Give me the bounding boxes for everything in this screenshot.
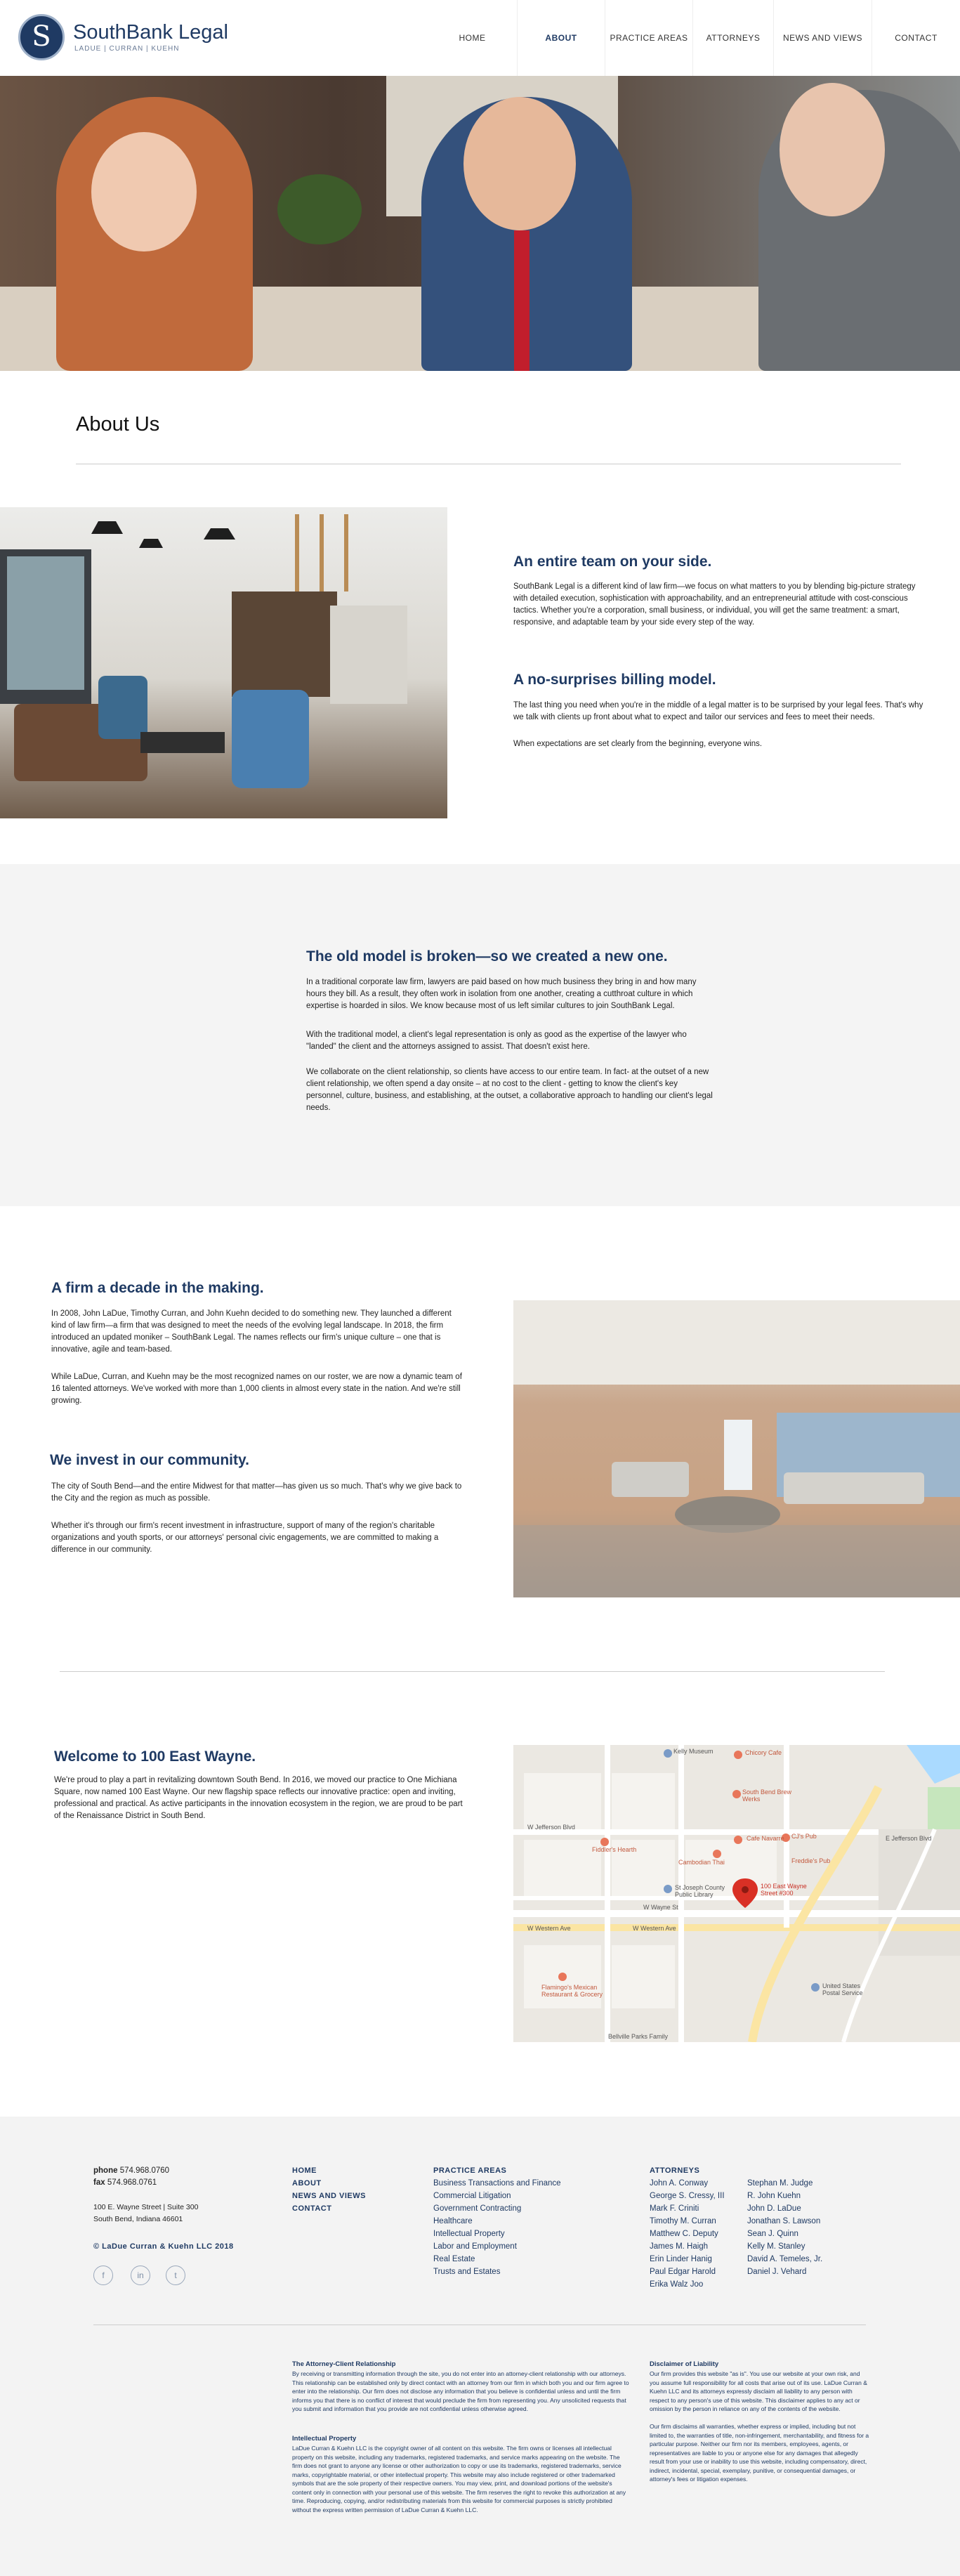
footer-attorney-link[interactable]: Sean J. Quinn: [747, 2230, 798, 2238]
wayne-text: We're proud to play a part in revitalizing downtown South Bend. In 2016, we moved our practice to One Michiana Square, now named 100 East Wayne. Our new flagship space reflects our innovative practice: open and inviting, professional and practical. As active participants in the innovation ecosystem in the region, we are proud to be part of the Renaissance District in South Bend.: [54, 1776, 463, 1820]
brand-subtitle: LADUE | CURRAN | KUEHN: [74, 45, 180, 53]
ip-text: LaDue Curran & Kuehn LLC is the copyright owner of all content on this website. The firm owns or licenses all intellectual property on this website, including any trademarks, registered trademarks, and service marks appearing on the website. The firm does not grant to anyone any license or other authorization to copy or use its trademarks, registered trademarks, service marks, copyrightable material, or other intellectual property. This website may also include registered or other trademarked symbols that are the sole property of their respective owners. You may view, print, and download portions of the website's content only in connection with your personal use of this website. The firm reserves the right to revoke this authorization at any time. Reproducing, copying, and/or redistributing materials from this website for commercial purposes is strictly prohibited without the express written permission of LaDue Curran & Kuehn LLC.: [292, 2445, 626, 2513]
brand-name[interactable]: SouthBank Legal: [73, 21, 228, 44]
old-model-text-1: In a traditional corporate law firm, lawyers are paid based on how much business they bring in and how many hours they bill. As a result, they often work in isolation from one another, creating a cutthroat culture in which expertise is hoarded in silos. We know because most of us left similar cultures to join SouthBank Legal.: [306, 978, 697, 1010]
team-text: SouthBank Legal is a different kind of law firm—we focus on what matters to you by blending big-picture strategy with detailed execution, sophistication with approachability, and an entrepreneurial attitude with cost-conscious tactics. Whether you're a corporation, small business, or individual, you will get the same treatment: a smart, responsive, and adaptable team by your side every step of the way.: [513, 582, 916, 627]
disclaimer-text-2: Our firm disclaims all warranties, whether express or implied, including but not limited to, the warranties of title, non-infringement, merchantability, and fitness for a particular purpose. Neither our firm nor its members, employees, agents, or representatives are liable to you or anyone else for any damages that allegedly result from your use or inability to use this website, including compensatory, direct, indirect, incidental, special, exemplary, punitive, or consequential damages, or attorney's fees or litigation expenses.: [650, 2423, 869, 2483]
footer-link-about[interactable]: ABOUT: [292, 2179, 322, 2188]
footer-address-1: 100 E. Wayne Street | Suite 300: [93, 2203, 199, 2211]
nav-about[interactable]: ABOUT: [517, 0, 605, 76]
logo-icon[interactable]: S: [18, 14, 65, 60]
footer-attorneys: [650, 2164, 725, 2291]
relationship-heading: The Attorney-Client Relationship: [292, 2360, 396, 2368]
footer-attorneys-col2: [747, 2177, 822, 2278]
footer-practice-areas: [433, 2164, 561, 2278]
footer-link-contact[interactable]: CONTACT: [292, 2204, 332, 2213]
map-label: Chicory Cafe: [745, 1749, 782, 1756]
footer-practice-link[interactable]: Trusts and Estates: [433, 2268, 501, 2276]
footer-practice-link[interactable]: Healthcare: [433, 2217, 473, 2225]
footer-link-home[interactable]: HOME: [292, 2166, 317, 2175]
nav-practice-areas[interactable]: PRACTICE AREAS: [605, 0, 692, 76]
fax-number: 574.968.0761: [107, 2178, 157, 2187]
footer-attorney-link[interactable]: Timothy M. Curran: [650, 2217, 716, 2225]
map-label: South Bend Brew Werks: [742, 1789, 792, 1803]
team-heading: An entire team on your side.: [513, 554, 712, 570]
map-label: W Wayne St: [643, 1904, 678, 1911]
ip-heading: Intellectual Property: [292, 2435, 357, 2443]
footer-attorney-link[interactable]: Mark F. Criniti: [650, 2204, 699, 2213]
relationship-text: By receiving or transmitting information through the site, you do not enter into an attorney-client relationship with our attorneys. This relationship can be established only by direct contact with an attorney from our firm in which both you and our firm agree to enter into the relationship. Our firm does not disclose any information that you believe is confidential unless and until the firm informs you that there is no conflict of interest that would preclude the firm from representing you. Any unsolicited requests that you submit and information that you provide are not confidential unless otherwise agreed.: [292, 2370, 629, 2412]
footer-practice-link[interactable]: Business Transactions and Finance: [433, 2179, 561, 2188]
map-label: W Western Ave: [633, 1925, 676, 1932]
decade-heading: A firm a decade in the making.: [51, 1280, 264, 1296]
map-label: CJ's Pub: [791, 1833, 817, 1840]
billing-text: The last thing you need when you're in the middle of a legal matter is to be surprised by your legal fees. That's why we talk with clients up front about what to expect and tailor our services and fees to meet their needs.: [513, 701, 923, 721]
footer-attorney-link[interactable]: Jonathan S. Lawson: [747, 2217, 821, 2225]
phone-number[interactable]: 574.968.0760: [119, 2166, 170, 2175]
map-label: Fiddler's Hearth: [592, 1846, 637, 1853]
footer-practice-link[interactable]: Government Contracting: [433, 2204, 522, 2213]
linkedin-icon[interactable]: in: [131, 2266, 150, 2285]
decade-text-2: While LaDue, Curran, and Kuehn may be the most recognized names on our roster, we are now a dynamic team of 16 talented attorneys. We've worked with more than 1,000 clients in almost every state in the nation. And we're still growing.: [51, 1373, 462, 1405]
map-label: Cambodian Thai: [678, 1859, 725, 1866]
location-map[interactable]: [513, 1745, 960, 2042]
footer-practice-link[interactable]: Intellectual Property: [433, 2230, 505, 2238]
phone-label: phone: [93, 2166, 118, 2175]
map-label: Flamingo's Mexican Restaurant & Grocery: [541, 1984, 603, 1998]
fax-label: fax: [93, 2178, 105, 2187]
disclaimer-text-1: Our firm provides this website "as is". You use our website at your own risk, and you assume full responsibility for all costs that arise out of its use. LaDue Curran & Kuehn LLC and its attorneys expressly disclaim all liability to any person with respect to any person's use of this website. This disclaimer applies to any act or omission by the person in reliance on any of the contents of the website.: [650, 2370, 867, 2412]
billing-heading: A no-surprises billing model.: [513, 672, 716, 688]
footer-attorney-link[interactable]: Erin Linder Hanig: [650, 2255, 712, 2263]
old-model-heading: The old model is broken—so we created a new one.: [306, 948, 668, 965]
lobby-photo: [513, 1300, 960, 1597]
footer-attorneys-heading[interactable]: ATTORNEYS: [650, 2166, 700, 2175]
footer-attorney-link[interactable]: John D. LaDue: [747, 2204, 801, 2213]
disclaimer-heading: Disclaimer of Liability: [650, 2360, 719, 2368]
footer-nav: [292, 2164, 366, 2215]
hero-photo: [0, 76, 960, 371]
footer-fax: [93, 2176, 157, 2189]
community-heading: We invest in our community.: [50, 1452, 249, 1468]
community-text-1: The city of South Bend—and the entire Midwest for that matter—has given us so much. That's why we give back to the City and the region as much as possible.: [51, 1482, 462, 1503]
footer-attorney-link[interactable]: Stephan M. Judge: [747, 2179, 813, 2188]
footer-attorney-link[interactable]: George S. Cressy, III: [650, 2192, 725, 2200]
page-title: About Us: [76, 413, 160, 436]
footer-address-2: South Bend, Indiana 46601: [93, 2215, 183, 2223]
footer-attorney-link[interactable]: Erika Walz Joo: [650, 2280, 704, 2289]
footer-link-news[interactable]: NEWS AND VIEWS: [292, 2192, 366, 2200]
map-label: E Jefferson Blvd: [886, 1835, 932, 1842]
community-text-2: Whether it's through our firm's recent investment in infrastructure, support of many of the region's charitable organizations and youth sports, or our attorneys' personal civic engagements, we are committed to making a difference in our community.: [51, 1522, 439, 1554]
footer-attorney-link[interactable]: Paul Edgar Harold: [650, 2268, 716, 2276]
nav-news-and-views[interactable]: NEWS AND VIEWS: [773, 0, 872, 76]
old-model-text-2: With the traditional model, a client's legal representation is only as good as the expertise of the lawyer who "landed" the client and the attorneys assigned to assist. That doesn't exist here.: [306, 1031, 687, 1051]
facebook-icon[interactable]: f: [93, 2266, 113, 2285]
site-header: [0, 0, 960, 76]
twitter-icon[interactable]: t: [166, 2266, 185, 2285]
map-label: Bellville Parks Family: [608, 2033, 669, 2040]
footer-practice-link[interactable]: Labor and Employment: [433, 2242, 517, 2251]
footer-phone: [93, 2164, 169, 2177]
map-label: W Western Ave: [527, 1925, 571, 1932]
footer-practice-link[interactable]: Real Estate: [433, 2255, 475, 2263]
footer-attorney-link[interactable]: Kelly M. Stanley: [747, 2242, 806, 2251]
footer-copyright: © LaDue Curran & Kuehn LLC 2018: [93, 2242, 234, 2251]
footer-attorney-link[interactable]: John A. Conway: [650, 2179, 709, 2188]
footer-attorney-link[interactable]: Daniel J. Vehard: [747, 2268, 807, 2276]
map-label: United States Postal Service: [822, 1982, 863, 1996]
office-interior-photo: [0, 507, 447, 818]
old-model-text-3: We collaborate on the client relationship, so clients have access to our entire team. In fact- at the outset of a new client relationship, we often spend a day onsite – at no cost to the client - getting to know the client's key personnel, culture, business, and establishing, at the outset, a collaborative approach to handling our client's legal needs.: [306, 1068, 713, 1112]
map-label: W Jefferson Blvd: [527, 1824, 575, 1831]
billing-text-2: When expectations are set clearly from the beginning, everyone wins.: [513, 740, 763, 748]
map-label: Cafe Navarre: [747, 1835, 784, 1842]
nav-contact[interactable]: CONTACT: [872, 0, 960, 76]
map-pin-label: 100 East Wayne Street #300: [761, 1883, 807, 1897]
divider: [60, 1671, 885, 1672]
footer-attorney-link[interactable]: James M. Haigh: [650, 2242, 709, 2251]
map-label: St Joseph County Public Library: [675, 1884, 725, 1898]
wayne-heading: Welcome to 100 East Wayne.: [54, 1748, 256, 1765]
footer-attorney-link[interactable]: R. John Kuehn: [747, 2192, 801, 2200]
map-label: Freddie's Pub: [791, 1857, 831, 1864]
footer-practice-link[interactable]: Commercial Litigation: [433, 2192, 511, 2200]
footer-practice-heading[interactable]: PRACTICE AREAS: [433, 2166, 507, 2175]
decade-text-1: In 2008, John LaDue, Timothy Curran, and John Kuehn decided to do something new. They launched a different kind of law firm—a firm that was designed to meet the needs of the evolving legal landscape. In 2018, the firm introduced an updated moniker – SouthBank Legal. The names reflects our firm's unique culture – one that is innovative, agile and team-based.: [51, 1309, 452, 1354]
footer-attorney-link[interactable]: Matthew C. Deputy: [650, 2230, 718, 2238]
nav-home[interactable]: HOME: [459, 33, 486, 43]
map-label: Kelly Museum: [673, 1748, 714, 1755]
nav-attorneys[interactable]: ATTORNEYS: [692, 0, 773, 76]
footer-attorney-link[interactable]: David A. Temeles, Jr.: [747, 2255, 823, 2263]
